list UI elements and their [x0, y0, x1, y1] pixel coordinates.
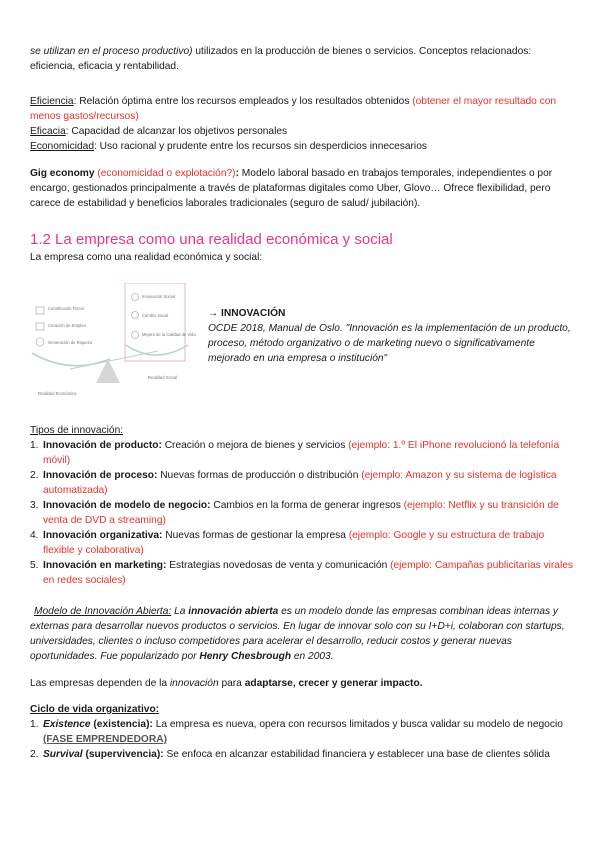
lifecycle-phase: (FASE EMPRENDEDORA) — [43, 734, 167, 745]
lifecycle-colon: : — [160, 749, 164, 760]
scale-beam — [70, 351, 158, 369]
lifecycle-text: Se enfoca en alcanzar estabilidad financiera y establecer una base de clientes sólida — [163, 749, 550, 760]
open-innovation-person: Henry Chesbrough — [199, 651, 292, 662]
intro-paragraph — [30, 44, 575, 74]
right-scale-bowl — [126, 345, 188, 355]
list-item-title: Innovación en marketing: — [43, 560, 167, 571]
gig-economy-paragraph — [30, 166, 575, 211]
list-item-text: Creación o mejora de bienes y servicios — [161, 440, 349, 451]
figure-left-item: Contribución Fiscal — [48, 306, 84, 311]
innovation-types — [30, 423, 575, 588]
innovation-quote: "Innovación es la implementación de un producto, proceso, método organizativo o de marketing nuevo o significativamente mejorado en una empresa o institución" — [208, 323, 571, 364]
list-item-title: Innovación organizativa: — [43, 530, 163, 541]
balance-figure — [30, 283, 200, 403]
definition-note: (obtener el mayor resultado con menos gastos/recursos) — [30, 96, 557, 122]
gig-term: Gig economy — [30, 168, 95, 179]
depend-text: Las empresas dependen de la — [30, 678, 170, 689]
figure-right-label: Realidad Social — [148, 375, 178, 380]
open-innovation-text: en 2003. — [291, 651, 334, 662]
wealth-icon — [36, 338, 44, 346]
list-item — [30, 438, 575, 468]
list-item-example: (ejemplo: Amazon y su sistema de logística automatizada) — [43, 470, 557, 496]
list-item-title: Innovación de proceso: — [43, 470, 158, 481]
innovation-types-list — [30, 438, 575, 588]
innovation-cite: OCDE 2018, Manual de Oslo. — [208, 323, 343, 334]
lifecycle-term-translation: (supervivencia) — [82, 749, 161, 760]
figure-left-item: Generación de Riqueza — [48, 340, 92, 345]
figure-right-item: Cambio social — [142, 313, 169, 318]
definition-eficacia — [30, 124, 575, 139]
people-icon — [36, 323, 44, 330]
left-scale-bowl — [32, 353, 110, 366]
section-title: 1.2 La empresa como una realidad económica y social — [30, 231, 393, 248]
open-innovation-text: es un modelo donde las empresas combinan ideas internas y externas para desarrollar nuevos productos o servicios. En lugar de innovar solo con su I+D+i, colaboran con startups, universidades, clientes o incluso competidores para acelerar el desarrollo, reducir costos y generar nuevas oportunidades. Fue popularizado por — [30, 606, 565, 662]
definition-text: : Capacidad de alcanzar los objetivos personales — [65, 126, 288, 137]
list-item — [30, 558, 575, 588]
lifecycle-term-translation: (existencia) — [90, 719, 150, 730]
definition-text: : Uso racional y prudente entre los recursos sin desperdicios innecesarios — [94, 141, 427, 152]
lifecycle-term: Existence — [43, 719, 91, 730]
list-number: 1. — [30, 440, 39, 451]
lightbulb-icon — [132, 294, 139, 301]
list-item-text: Nuevas formas de producción o distribución — [157, 470, 362, 481]
list-item-text: Nuevas formas de gestionar la empresa — [162, 530, 349, 541]
figure-left-label: Realidad Económica — [38, 391, 77, 396]
intro-italic: se utilizan en el proceso productivo) — [30, 46, 193, 57]
depend-text: para — [218, 678, 245, 689]
intro-text: utilizados en la producción de bienes o servicios. Conceptos relacionados: eficiencia, eficacia y rentabilidad. — [30, 46, 532, 72]
list-number: 3. — [30, 500, 39, 511]
figure-left-item: Creación de Empleo — [48, 323, 86, 328]
list-item-example: (ejemplo: Campañas publicitarias virales en redes sociales) — [43, 560, 573, 586]
gig-colon: : — [235, 168, 239, 179]
list-item-text: Estrategias novedosas de venta y comunicación — [166, 560, 391, 571]
figure-right-item: Innovación Social — [142, 294, 175, 299]
definition-text: : Relación óptima entre los recursos empleados y los resultados obtenidos — [73, 96, 413, 107]
innovation-definition — [208, 306, 578, 366]
list-item — [30, 528, 575, 558]
list-item-example: (ejemplo: Google y su estructura de trabajo flexible y colaborativa) — [43, 530, 545, 556]
list-number: 5. — [30, 560, 39, 571]
gig-note: (economicidad o explotación?) — [94, 168, 236, 179]
list-item-title: Innovación de producto: — [43, 440, 162, 451]
figure-right-item: Mejora de la Calidad de Vida — [142, 332, 196, 337]
innovation-heading: → INNOVACIÓN — [208, 308, 286, 319]
open-innovation-term: innovación abierta — [188, 606, 279, 617]
definition-economicidad — [30, 139, 575, 154]
heart-icon — [132, 332, 139, 339]
lifecycle-colon: : — [149, 719, 153, 730]
definition-term: Eficiencia — [30, 96, 74, 107]
lifecycle-heading: Ciclo de vida organizativo: — [30, 704, 160, 715]
balance-illustration — [30, 283, 200, 403]
list-number: 1. — [30, 719, 39, 730]
depend-bold: adaptarse, crecer y generar impacto. — [244, 678, 423, 689]
list-item — [30, 498, 575, 528]
definitions — [30, 94, 575, 154]
list-number: 4. — [30, 530, 39, 541]
open-innovation-paragraph — [30, 604, 575, 664]
list-item — [30, 717, 575, 747]
list-item — [30, 747, 575, 762]
change-icon — [132, 312, 139, 319]
definition-eficiencia — [30, 94, 575, 124]
depend-word: innovación — [169, 678, 219, 689]
list-item-title: Innovación de modelo de negocio: — [43, 500, 211, 511]
definition-term: Eficacia — [30, 126, 66, 137]
depend-paragraph — [30, 676, 575, 691]
list-item-example: (ejemplo: Netflix y su transición de venta de DVD a streaming) — [43, 500, 559, 526]
open-innovation-label: Modelo de Innovación Abierta: — [34, 606, 172, 617]
innovation-quote-paragraph — [208, 321, 578, 366]
gig-text: Modelo laboral basado en trabajos temporales, independientes o por encargo, gestionados principalmente a través de plataformas digitales como Uber, Glovo… Ofrece flexibilidad, pero carece de estabilidad y beneficios laborales tradicionales (seguro de salud/ jubilación). — [30, 168, 553, 209]
list-number: 2. — [30, 470, 39, 481]
building-icon — [36, 307, 44, 314]
lifecycle — [30, 702, 575, 762]
definition-term: Economicidad — [30, 141, 94, 152]
lifecycle-term: Survival — [43, 749, 83, 760]
lifecycle-text: La empresa es nueva, opera con recursos limitados y busca validar su modelo de negocio — [152, 719, 563, 730]
list-item-text: Cambios en la forma de generar ingresos — [210, 500, 404, 511]
list-item-example: (ejemplo: 1.º El iPhone revolucionó la telefonía móvil) — [43, 440, 560, 466]
list-item — [30, 468, 575, 498]
open-innovation-text: La — [171, 606, 189, 617]
lifecycle-list — [30, 717, 575, 762]
section-subtitle: La empresa como una realidad económica y social: — [30, 252, 263, 263]
list-number: 2. — [30, 749, 39, 760]
innovation-types-heading: Tipos de innovación: — [30, 425, 124, 436]
